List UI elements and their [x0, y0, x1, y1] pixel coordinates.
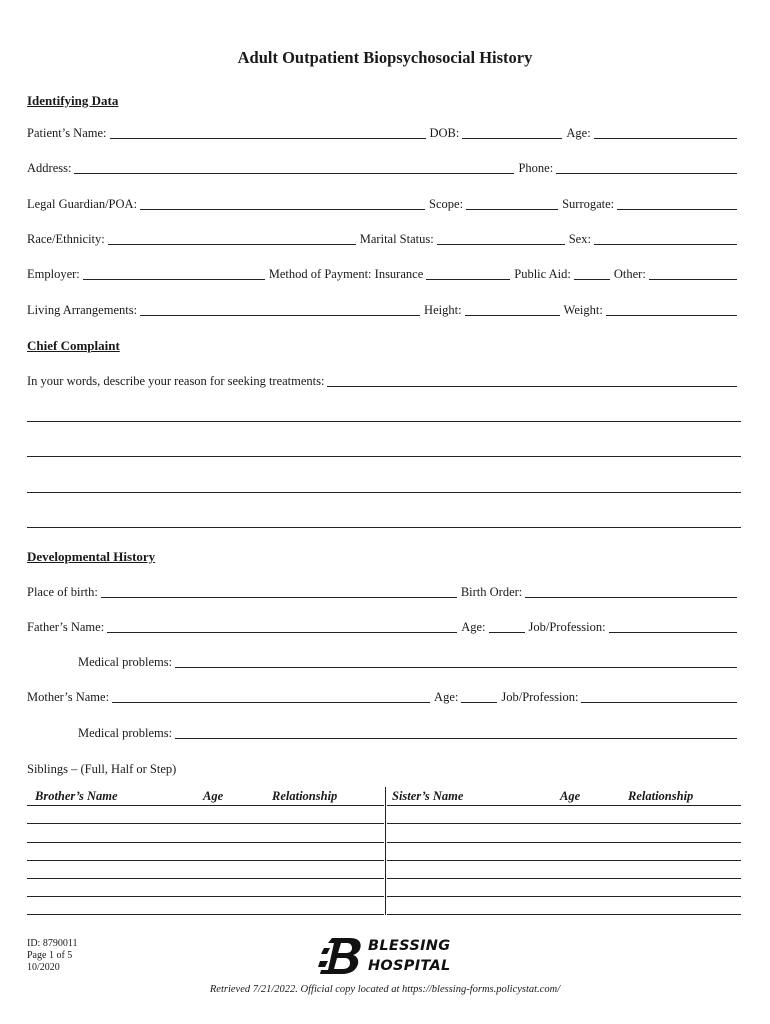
father-medical-field[interactable]	[175, 655, 737, 668]
b-logo-icon	[318, 934, 366, 978]
height-label: Height:	[424, 303, 462, 317]
brother-row-line[interactable]	[27, 914, 384, 915]
sister-row-line[interactable]	[387, 842, 741, 843]
birth-order-label: Birth Order:	[460, 585, 523, 599]
mother-name-label: Mother’s Name:	[27, 690, 110, 704]
footer-meta	[27, 938, 77, 974]
reason-field[interactable]	[327, 374, 737, 387]
father-job-field[interactable]	[609, 620, 737, 633]
employer-label: Employer:	[27, 267, 80, 281]
sister-row-line[interactable]	[387, 896, 741, 897]
col-brother-name: Brother’s Name	[35, 789, 118, 803]
sister-row-line[interactable]	[387, 914, 741, 915]
address-label: Address:	[27, 161, 72, 175]
employer-field[interactable]	[83, 267, 265, 280]
guardian-label: Legal Guardian/POA:	[27, 197, 138, 211]
father-medical-row	[78, 655, 741, 670]
mother-medical-row	[78, 726, 741, 741]
insurance-field[interactable]	[426, 267, 510, 280]
father-job-label: Job/Profession:	[528, 620, 606, 634]
weight-label: Weight:	[563, 303, 603, 317]
surrogate-field[interactable]	[617, 197, 737, 210]
scope-label: Scope:	[429, 197, 464, 211]
other-label: Other:	[613, 267, 646, 281]
guardian-row	[27, 197, 741, 212]
mother-job-label: Job/Profession:	[501, 690, 579, 704]
col-brother-relationship: Relationship	[272, 789, 338, 803]
race-row	[27, 232, 741, 247]
race-label: Race/Ethnicity:	[27, 232, 105, 246]
public-aid-field[interactable]	[574, 267, 610, 280]
section-heading-developmental: Developmental History	[27, 549, 156, 564]
surrogate-label: Surrogate:	[562, 197, 615, 211]
payment-label: Method of Payment: Insurance	[268, 267, 424, 281]
retrieved-note: Retrieved 7/21/2022. Official copy located at https://blessing-forms.policystat.com/	[209, 984, 561, 995]
col-sister-relationship: Relationship	[628, 789, 694, 803]
sister-row-line[interactable]	[387, 823, 741, 824]
mother-age-field[interactable]	[461, 690, 497, 703]
phone-field[interactable]	[556, 161, 737, 174]
brother-row-line[interactable]	[27, 842, 384, 843]
logo-text-hospital: HOSPITAL	[368, 958, 451, 974]
other-field[interactable]	[649, 267, 737, 280]
mother-row	[27, 690, 741, 705]
brother-row-line[interactable]	[27, 896, 384, 897]
brother-row-line[interactable]	[27, 860, 384, 861]
father-row	[27, 620, 741, 635]
blessing-hospital-logo	[318, 934, 468, 978]
father-name-label: Father’s Name:	[27, 620, 105, 634]
dob-label: DOB:	[429, 126, 460, 140]
mother-medical-label: Medical problems:	[78, 726, 173, 740]
section-heading-chief: Chief Complaint	[27, 338, 120, 353]
living-row	[27, 303, 741, 318]
age-label: Age:	[566, 126, 591, 140]
table-row-line	[387, 805, 741, 806]
col-sister-name: Sister’s Name	[392, 789, 464, 803]
revision-date: 10/2020	[27, 962, 60, 973]
birth-order-field[interactable]	[525, 585, 737, 598]
living-label: Living Arrangements:	[27, 303, 138, 317]
address-row	[27, 161, 741, 176]
mother-medical-field[interactable]	[175, 726, 737, 739]
reason-line[interactable]	[27, 456, 741, 457]
reason-line[interactable]	[27, 421, 741, 422]
col-sister-age: Age	[560, 789, 581, 803]
reason-label: In your words, describe your reason for seeking treatments:	[27, 374, 325, 388]
mother-age-label: Age:	[434, 690, 459, 704]
logo-text-blessing: BLESSING	[368, 938, 451, 954]
father-name-field[interactable]	[107, 620, 457, 633]
father-age-label: Age:	[461, 620, 486, 634]
page-title: Adult Outpatient Biopsychosocial History	[237, 48, 533, 67]
patient-name-field[interactable]	[110, 126, 426, 139]
marital-label: Marital Status:	[359, 232, 434, 246]
sex-label: Sex:	[568, 232, 591, 246]
brother-row-line[interactable]	[27, 823, 384, 824]
patient-row	[27, 126, 741, 141]
father-age-field[interactable]	[489, 620, 525, 633]
height-field[interactable]	[465, 303, 560, 316]
dob-field[interactable]	[462, 126, 562, 139]
page-number: Page 1 of 5	[27, 950, 73, 961]
scope-field[interactable]	[466, 197, 558, 210]
sister-row-line[interactable]	[387, 878, 741, 879]
mother-job-field[interactable]	[581, 690, 737, 703]
living-field[interactable]	[140, 303, 420, 316]
guardian-field[interactable]	[140, 197, 425, 210]
mother-name-field[interactable]	[112, 690, 430, 703]
reason-line[interactable]	[27, 492, 741, 493]
siblings-label: Siblings – (Full, Half or Step)	[27, 762, 177, 776]
father-medical-label: Medical problems:	[78, 655, 173, 669]
col-brother-age: Age	[203, 789, 224, 803]
age-field[interactable]	[594, 126, 737, 139]
weight-field[interactable]	[606, 303, 737, 316]
phone-label: Phone:	[518, 161, 554, 175]
section-heading-identifying: Identifying Data	[27, 93, 119, 108]
address-field[interactable]	[74, 161, 514, 174]
patient-name-label: Patient’s Name:	[27, 126, 107, 140]
public-aid-label: Public Aid:	[514, 267, 571, 281]
birthplace-field[interactable]	[101, 585, 457, 598]
employer-row	[27, 267, 741, 282]
brother-row-line[interactable]	[27, 878, 384, 879]
document-id: ID: 8790011	[27, 938, 78, 949]
race-field[interactable]	[108, 232, 356, 245]
sex-field[interactable]	[594, 232, 737, 245]
birthplace-row	[27, 585, 741, 600]
marital-field[interactable]	[437, 232, 565, 245]
table-divider	[385, 787, 386, 915]
table-row-line	[27, 805, 384, 806]
birthplace-label: Place of birth:	[27, 585, 98, 599]
reason-line[interactable]	[27, 527, 741, 528]
reason-row	[27, 374, 741, 389]
sister-row-line[interactable]	[387, 860, 741, 861]
